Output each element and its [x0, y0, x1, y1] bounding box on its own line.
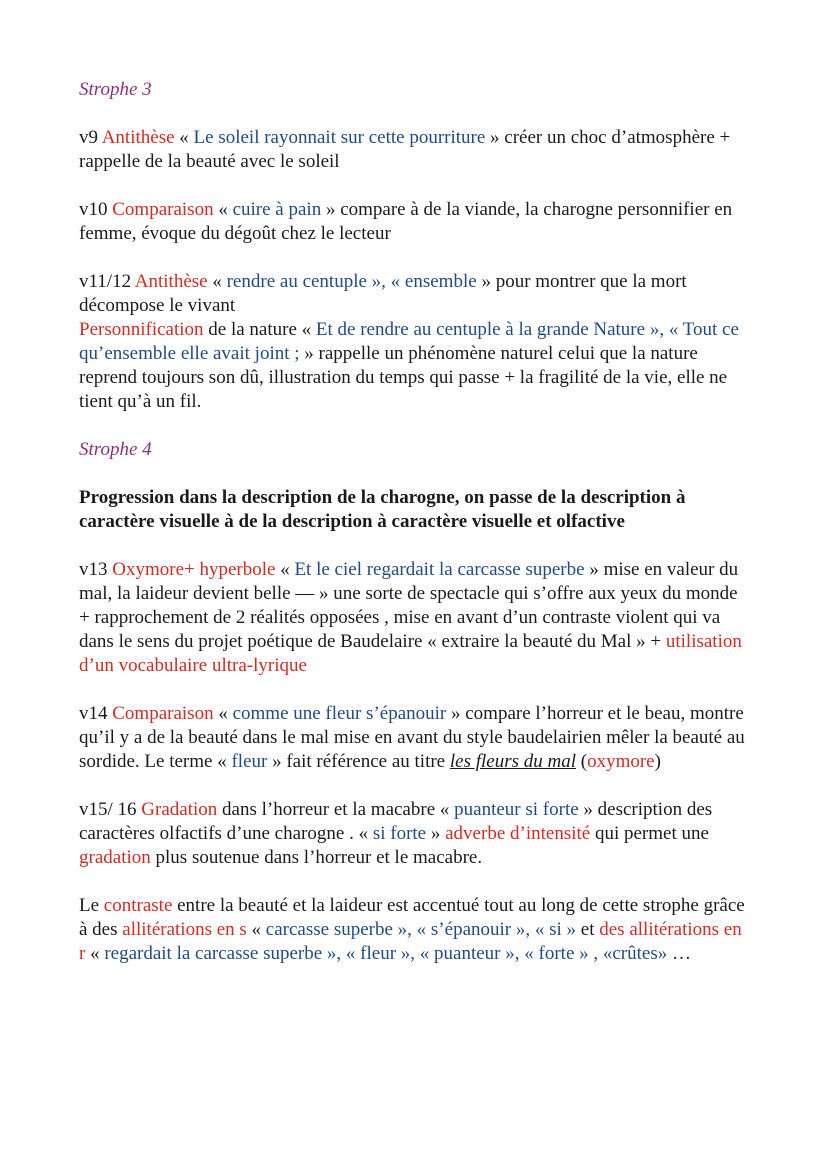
figure-of-speech: Comparaison	[112, 199, 214, 220]
verse-ref: v9	[79, 127, 102, 148]
text: et	[576, 919, 600, 940]
quote: carcasse superbe », « s’épanouir », « si »	[265, 919, 577, 940]
quote: « ensemble	[390, 271, 477, 292]
figure-of-speech: contraste	[103, 895, 173, 916]
figure-of-speech: utilisation d’un vocabulaire ultra-lyrique	[79, 631, 742, 676]
text: plus soutenue dans l’horreur et le macabre.	[150, 847, 483, 868]
verse-ref: v11/12	[79, 271, 135, 292]
figure-of-speech: Comparaison	[112, 703, 214, 724]
text: «	[246, 919, 266, 940]
figure-of-speech: Gradation	[141, 799, 218, 820]
paragraph-v9	[79, 126, 750, 174]
text: qui permet une	[590, 823, 709, 844]
figure-of-speech: oxymore	[587, 751, 655, 772]
quote: cuire à pain	[232, 199, 322, 220]
paragraph-v15-16	[79, 798, 750, 870]
paragraph-v11-12	[79, 270, 750, 318]
text: (	[576, 751, 588, 772]
verse-ref: v15/ 16	[79, 799, 142, 820]
text: «	[207, 271, 227, 292]
figure-of-speech: des allitérations en r	[79, 919, 742, 964]
paragraph-personnification	[79, 318, 750, 414]
verse-ref: v10	[79, 199, 113, 220]
quote: si forte	[372, 823, 427, 844]
text: » mise en valeur du mal, la laideur devient belle — » une sorte de spectacle qui s’offre aux yeux du monde + rapprochement de 2 réalités opposées , mise en avant d’un contraste violent qui va dans le sens du projet poétique de Baudelaire « extraire la beauté du Mal » +	[79, 559, 739, 652]
text: dans l’horreur et la macabre «	[217, 799, 455, 820]
text: …	[667, 943, 691, 964]
text: Le	[79, 895, 104, 916]
text: «	[213, 703, 233, 724]
text: )	[654, 751, 661, 772]
quote: regardait la carcasse superbe », « fleur », « puanteur », « forte » , «crûtes»	[104, 943, 668, 964]
text: » créer un choc d’atmosphère + rappelle de la beauté avec le soleil	[79, 127, 731, 172]
text: »	[426, 823, 446, 844]
text: » description des caractères olfactifs d’une charogne . «	[79, 799, 713, 844]
figure-of-speech: Oxymore+ hyperbole	[112, 559, 276, 580]
text: » pour montrer que la mort décompose le vivant	[79, 271, 687, 316]
text: » compare à de la viande, la charogne personnifier en femme, évoque du dégoût chez le lecteur	[79, 199, 733, 244]
figure-of-speech: Antithèse	[101, 127, 175, 148]
figure-of-speech: allitérations en s	[122, 919, 247, 940]
text: «	[213, 199, 233, 220]
text: » fait référence au titre	[267, 751, 450, 772]
text: » rappelle un phénomène naturel celui que la nature reprend toujours son dû, illustration du temps qui passe + la fragilité de la vie, elle ne tient qu’à un fil.	[79, 343, 728, 412]
verse-ref: v13	[79, 559, 113, 580]
text: «	[174, 127, 194, 148]
text: «	[275, 559, 295, 580]
figure-of-speech: Personnification	[79, 319, 204, 340]
text: «	[85, 943, 105, 964]
quote: Et de rendre au centuple à la grande Nature », « Tout ce qu’ensemble elle avait joint ;	[79, 319, 739, 364]
strophe-4-heading: Strophe 4	[79, 439, 152, 460]
figure-of-speech: gradation	[79, 847, 151, 868]
text: ,	[381, 271, 391, 292]
verse-ref: v14	[79, 703, 113, 724]
quote: rendre au centuple »	[226, 271, 382, 292]
quote: Le soleil rayonnait sur cette pourriture	[193, 127, 486, 148]
text: de la nature «	[203, 319, 316, 340]
quote: Et le ciel regardait la carcasse superbe	[294, 559, 585, 580]
quote: puanteur si forte	[454, 799, 579, 820]
paragraph-v10	[79, 198, 750, 246]
strophe-3-heading: Strophe 3	[79, 79, 152, 100]
figure-of-speech: adverbe d’intensité	[445, 823, 591, 844]
paragraph-v14	[79, 702, 750, 774]
book-title: les fleurs du mal	[449, 751, 576, 772]
quote: comme une fleur s’épanouir	[232, 703, 447, 724]
figure-of-speech: Antithèse	[134, 271, 208, 292]
paragraph-v13	[79, 558, 750, 678]
quote: fleur	[231, 751, 268, 772]
paragraph-conclusion	[79, 894, 750, 966]
text: » compare l’horreur et le beau, montre qu’il y a de la beauté dans le mal mise en avant du style baudelairien mêler la beauté au sordide. Le terme «	[79, 703, 745, 772]
strophe-4-intro: Progression dans la description de la charogne, on passe de la description à caractère visuelle à de la description à caractère visuelle et olfactive	[79, 487, 686, 532]
text: entre la beauté et la laideur est accentué tout au long de cette strophe grâce à des	[79, 895, 745, 940]
